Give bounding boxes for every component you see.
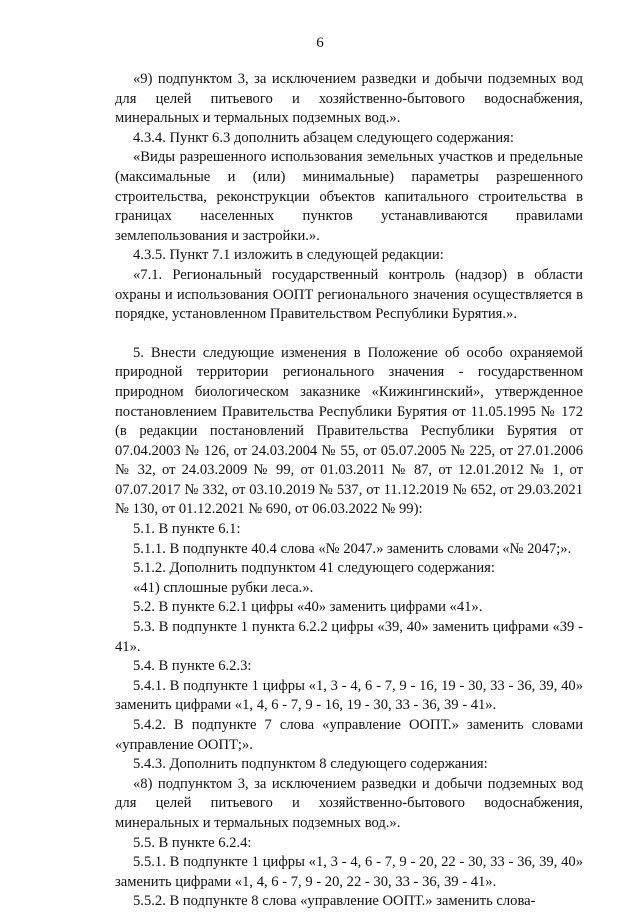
paragraph: 5.5.1. В подпункте 1 цифры «1, 3 - 4, 6 - 7, 9 - 20, 22 - 30, 33 - 36, 39, 40» заменить цифрами «1, 4, 6 - 7, 9 - 20, 22 - 30, 33 - 36, 39 - 41». xyxy=(115,854,583,890)
paragraph: 5.5. В пункте 6.2.4: xyxy=(133,834,252,851)
paragraph: 5. Внести следующие изменения в Положение об особо охраняемой природной территории регионального значения - государственном природном биологическом заказнике «Кижингинский», утвержденное постановлением Правительства Республики Бурятия от 11.05.1995 № 172 (в редакции постановлений Правительства Республики Бурятия от 07.04.2003 № 126, от 24.03.2004 № 55, от 05.07.2005 № 225, от 27.01.2006 № 32, от 24.03.2009 № 99, от 01.03.2011 № 87, от 12.01.2012 № 1, от 07.07.2017 № 332, от 03.10.2019 № 537, от 11.12.2019 № 652, от 29.03.2021 № 130, от 01.12.2021 № 690, от 06.03.2022 № 99): xyxy=(115,344,583,518)
paragraph: 5.4. В пункте 6.2.3: xyxy=(133,658,252,675)
paragraph: 5.1.2. Дополнить подпунктом 41 следующего содержания: xyxy=(133,560,495,577)
paragraph: «41) сплошные рубки леса.». xyxy=(133,579,314,596)
paragraph: 5.1.1. В подпункте 40.4 слова «№ 2047.» заменить словами «№ 2047;». xyxy=(133,540,572,557)
paragraph: 5.3. В подпункте 1 пункта 6.2.2 цифры «39, 40» заменить цифрами «39 - 41». xyxy=(115,619,583,655)
paragraph: «9) подпунктом 3, за исключением разведки и добычи подземных вод для целей питьевого и хозяйственно-бытового водоснабжения, минеральных и термальных подземных вод.». xyxy=(115,71,583,127)
paragraph: 5.4.1. В подпункте 1 цифры «1, 3 - 4, 6 - 7, 9 - 16, 19 - 30, 33 - 36, 39, 40» заменить цифрами «1, 4, 6 - 7, 9 - 16, 19 - 30, 33 - 36, 39 - 41». xyxy=(115,677,583,714)
paragraph: «7.1. Региональный государственный контроль (надзор) в области охраны и использования ООПТ регионального значения осуществляется в порядке, установленном Правительством Республики Бурятия.». xyxy=(115,266,583,323)
paragraph: «8) подпунктом 3, за исключением разведки и добычи подземных вод для целей питьевого и хозяйственно-бытового водоснабжения, минеральных и термальных подземных вод.». xyxy=(115,775,583,831)
paragraph: 4.3.5. Пункт 7.1 изложить в следующей редакции: xyxy=(133,247,444,264)
paragraph: 5.1. В пункте 6.1: xyxy=(133,521,241,538)
paragraph: 4.3.4. Пункт 6.3 дополнить абзацем следующего содержания: xyxy=(133,129,514,146)
paragraph: 5.5.2. В подпункте 8 слова «управление ООПТ.» заменить слова- xyxy=(133,893,536,910)
paragraph: 5.4.2. В подпункте 7 слова «управление ООПТ.» заменить словами «управление ООПТ;». xyxy=(115,717,583,753)
body-text xyxy=(115,70,583,912)
page-number: 6 xyxy=(316,35,324,51)
paragraph: 5.4.3. Дополнить подпунктом 8 следующего содержания: xyxy=(133,756,488,773)
paragraph: «Виды разрешенного использования земельных участков и предельные (максимальные и (или) минимальные) параметры разрешенного строительства, реконструкции объектов капитального строительства в границах населенных пунктов устанавливаются правилами землепользования и застройки.». xyxy=(115,149,583,244)
paragraph: 5.2. В пункте 6.2.1 цифры «40» заменить цифрами «41». xyxy=(133,599,483,616)
